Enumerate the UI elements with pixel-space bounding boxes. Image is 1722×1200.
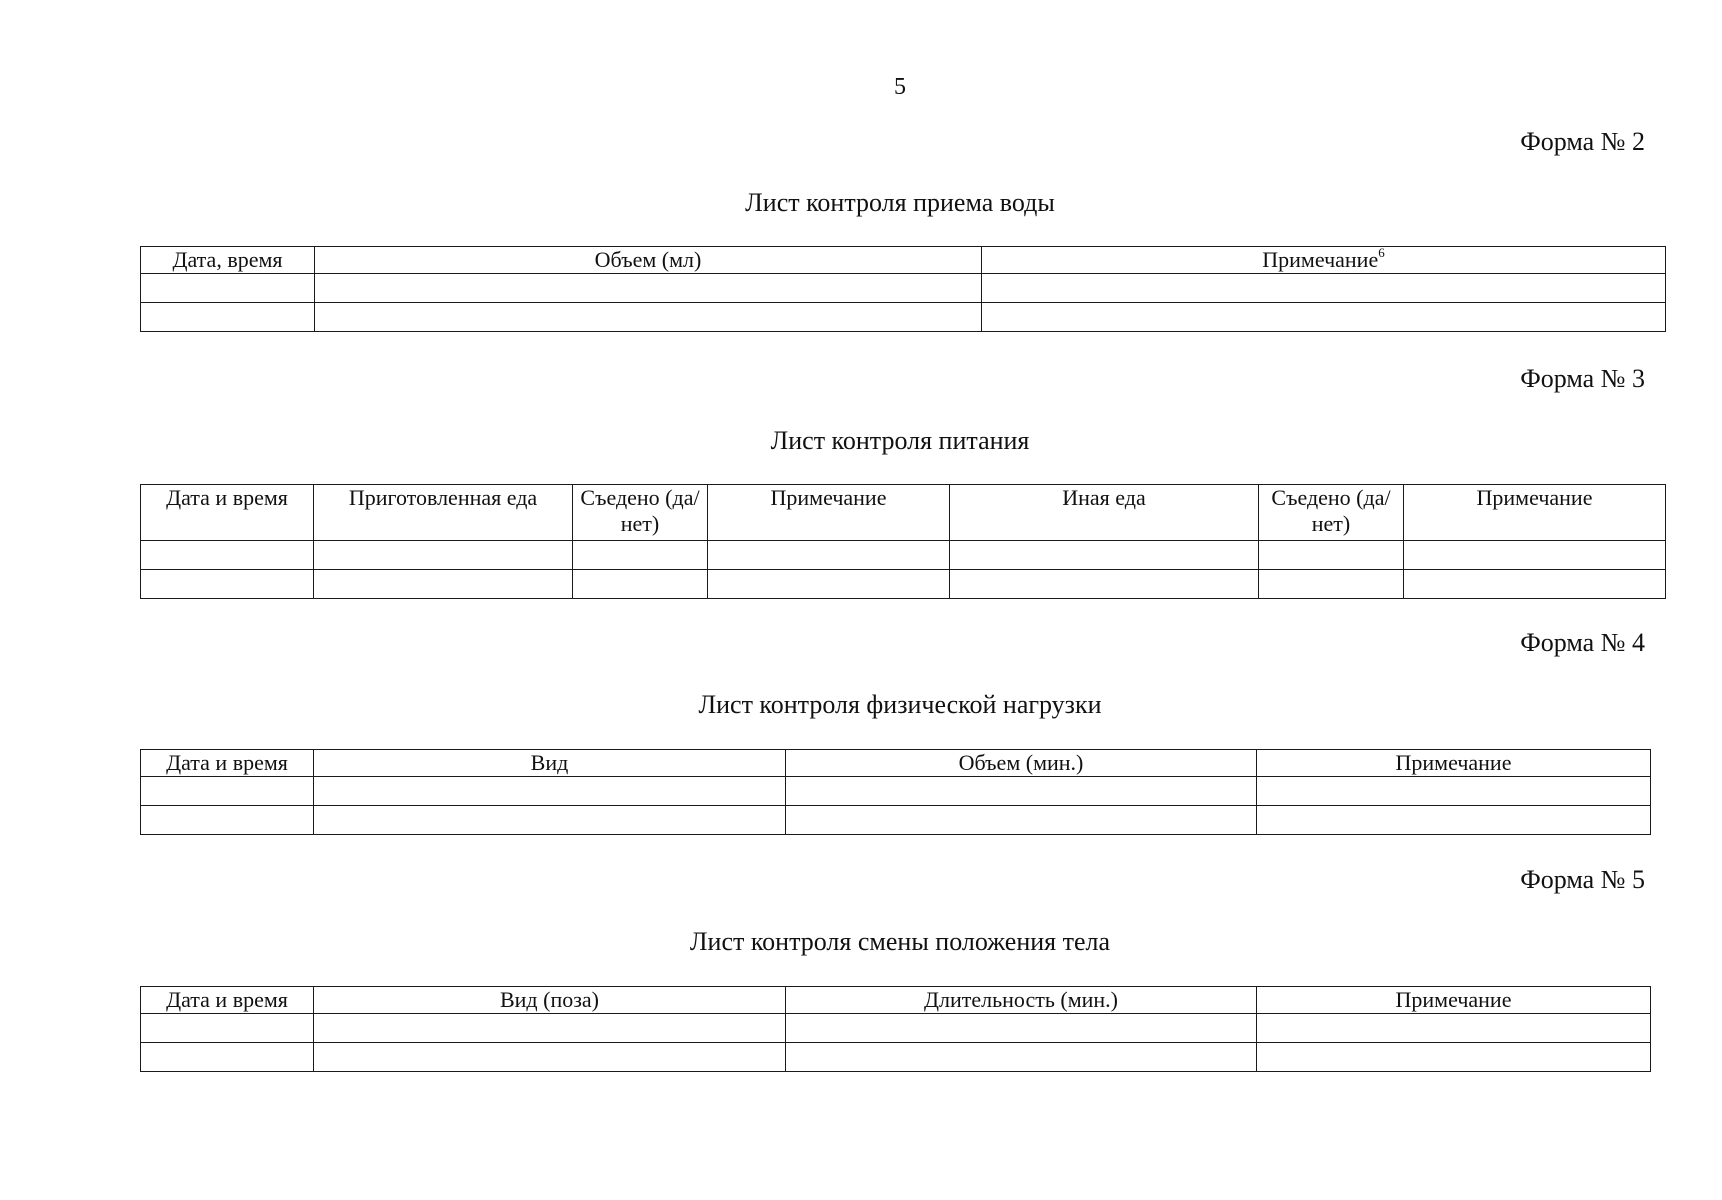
table-header-row xyxy=(141,987,1651,1014)
table-row xyxy=(141,303,1666,332)
table-row xyxy=(141,806,1651,835)
column-header-other-food: Иная еда xyxy=(950,485,1259,541)
table-cell[interactable] xyxy=(314,1014,786,1043)
table-row xyxy=(141,570,1666,599)
table-cell[interactable] xyxy=(315,274,982,303)
column-header-prepared-food: Приготовленная еда xyxy=(314,485,573,541)
page-number: 5 xyxy=(894,74,906,100)
form-5-title: Лист контроля смены положения тела xyxy=(689,927,1111,956)
table-header-row xyxy=(141,750,1651,777)
form-2-label: Форма № 2 xyxy=(1520,127,1645,156)
table-cell[interactable] xyxy=(1404,541,1666,570)
table-cell[interactable] xyxy=(708,541,950,570)
table-row xyxy=(141,541,1666,570)
table-cell[interactable] xyxy=(982,303,1666,332)
table-cell[interactable] xyxy=(1404,570,1666,599)
table-cell[interactable] xyxy=(1259,570,1404,599)
column-header-date-time: Дата и время xyxy=(141,485,314,541)
table-cell[interactable] xyxy=(573,541,708,570)
table-cell[interactable] xyxy=(314,777,786,806)
column-header-pose: Вид (поза) xyxy=(314,987,786,1014)
table-cell[interactable] xyxy=(141,1043,314,1072)
physical-activity-table xyxy=(140,749,1651,835)
table-row xyxy=(141,274,1666,303)
body-position-table xyxy=(140,986,1651,1072)
table-row xyxy=(141,777,1651,806)
form-5-label: Форма № 5 xyxy=(1520,865,1645,894)
table-header-row xyxy=(141,485,1666,541)
column-header-note: Примечание xyxy=(1257,987,1651,1014)
form-2-title: Лист контроля приема воды xyxy=(745,188,1055,217)
table-cell[interactable] xyxy=(315,303,982,332)
table-cell[interactable] xyxy=(141,303,315,332)
table-cell[interactable] xyxy=(1257,806,1651,835)
table-cell[interactable] xyxy=(708,570,950,599)
table-cell[interactable] xyxy=(982,274,1666,303)
table-cell[interactable] xyxy=(141,777,314,806)
table-cell[interactable] xyxy=(573,570,708,599)
table-cell[interactable] xyxy=(950,570,1259,599)
column-header-eaten: Съедено (да/нет) xyxy=(573,485,708,541)
form-3-label: Форма № 3 xyxy=(1520,364,1645,393)
column-header-note-text: Примечание xyxy=(1262,247,1379,272)
form-4-title: Лист контроля физической нагрузки xyxy=(698,690,1102,719)
column-header-note: Примечание xyxy=(708,485,950,541)
table-cell[interactable] xyxy=(141,541,314,570)
table-cell[interactable] xyxy=(141,274,315,303)
table-cell[interactable] xyxy=(1257,1014,1651,1043)
column-header-note xyxy=(982,244,1666,274)
table-cell[interactable] xyxy=(314,570,573,599)
water-intake-table xyxy=(140,246,1666,332)
column-header-note-other: Примечание xyxy=(1404,485,1666,541)
table-header-row xyxy=(141,247,1666,274)
table-cell[interactable] xyxy=(1257,1043,1651,1072)
table-cell[interactable] xyxy=(786,1014,1257,1043)
column-header-duration: Длительность (мин.) xyxy=(786,987,1257,1014)
table-cell[interactable] xyxy=(314,806,786,835)
table-cell[interactable] xyxy=(786,1043,1257,1072)
table-cell[interactable] xyxy=(141,570,314,599)
table-cell[interactable] xyxy=(314,1043,786,1072)
table-cell[interactable] xyxy=(786,777,1257,806)
column-header-eaten-other: Съедено (да/нет) xyxy=(1259,485,1404,541)
column-header-type: Вид xyxy=(314,750,786,777)
column-header-date-time: Дата, время xyxy=(141,247,315,274)
footnote-marker: 6 xyxy=(1378,244,1385,260)
column-header-volume: Объем (мл) xyxy=(315,247,982,274)
column-header-note: Примечание xyxy=(1257,750,1651,777)
column-header-date-time: Дата и время xyxy=(141,750,314,777)
nutrition-table xyxy=(140,484,1666,599)
table-cell[interactable] xyxy=(141,1014,314,1043)
column-header-date-time: Дата и время xyxy=(141,987,314,1014)
table-cell[interactable] xyxy=(141,806,314,835)
form-4-label: Форма № 4 xyxy=(1520,628,1645,657)
table-cell[interactable] xyxy=(314,541,573,570)
table-cell[interactable] xyxy=(1257,777,1651,806)
table-row xyxy=(141,1014,1651,1043)
column-header-duration: Объем (мин.) xyxy=(786,750,1257,777)
table-cell[interactable] xyxy=(1259,541,1404,570)
form-3-title: Лист контроля питания xyxy=(770,426,1030,455)
table-cell[interactable] xyxy=(950,541,1259,570)
table-cell[interactable] xyxy=(786,806,1257,835)
table-row xyxy=(141,1043,1651,1072)
